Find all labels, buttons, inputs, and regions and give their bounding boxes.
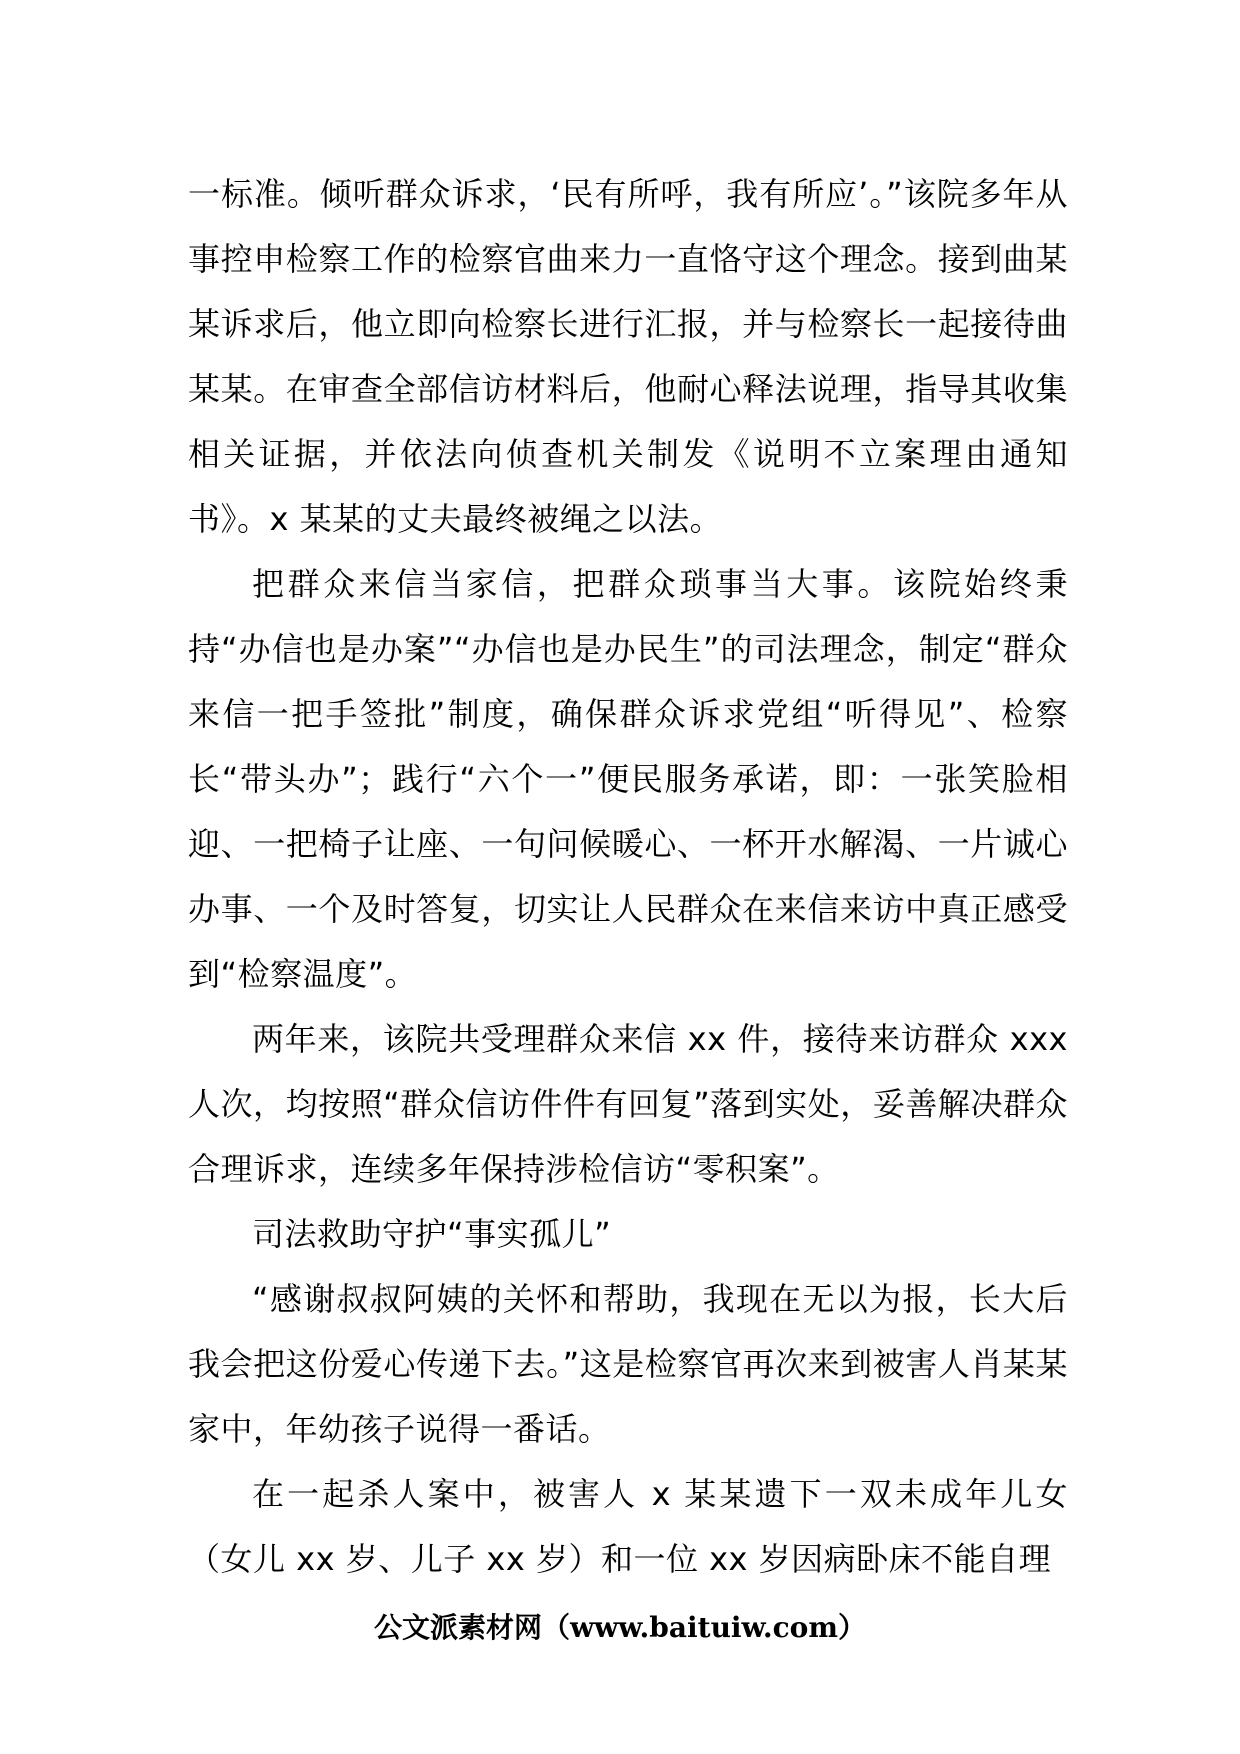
section-heading: 司法救助守护“事实孤儿” (252, 1215, 612, 1253)
paragraph-5: 在一起杀人案中，被害人 x 某某遗下一双未成年儿女（女儿 xx 岁、儿子 xx 岁）和一位 xx 岁因病卧床不能自理 (188, 1475, 1068, 1578)
document-body (188, 162, 1068, 1592)
paragraph-4: “感谢叔叔阿姨的关怀和帮助，我现在无以为报，长大后我会把这份爱心传递下去。”这是检察官再次来到被害人肖某某家中，年幼孩子说得一番话。 (188, 1280, 1068, 1448)
footer-watermark: 公文派素材网（www.baituiw.com） (374, 1611, 866, 1644)
paragraph-1: 一标准。倾听群众诉求，‘民有所呼，我有所应’。”该院多年从事控申检察工作的检察官曲来力一直恪守这个理念。接到曲某某诉求后，他立即向检察长进行汇报，并与检察长一起接待曲某某。在审查全部信访材料后，他耐心释法说理，指导其收集相关证据，并依法向侦查机关制发《说明不立案理由通知书》。x 某某的丈夫最终被绳之以法。 (188, 175, 1068, 538)
paragraph-2: 把群众来信当家信，把群众琐事当大事。该院始终秉持“办信也是办案”“办信也是办民生”的司法理念，制定“群众来信一把手签批”制度，确保群众诉求党组“听得见”、检察长“带头办”；践行“六个一”便民服务承诺，即：一张笑脸相迎、一把椅子让座、一句问候暖心、一杯开水解渴、一片诚心办事、一个及时答复，切实让人民群众在来信来访中真正感受到“检察温度”。 (188, 565, 1068, 993)
paragraph-3: 两年来，该院共受理群众来信 xx 件，接待来访群众 xxx 人次，均按照“群众信访件件有回复”落到实处，妥善解决群众合理诉求，连续多年保持涉检信访“零积案”。 (188, 1020, 1068, 1188)
